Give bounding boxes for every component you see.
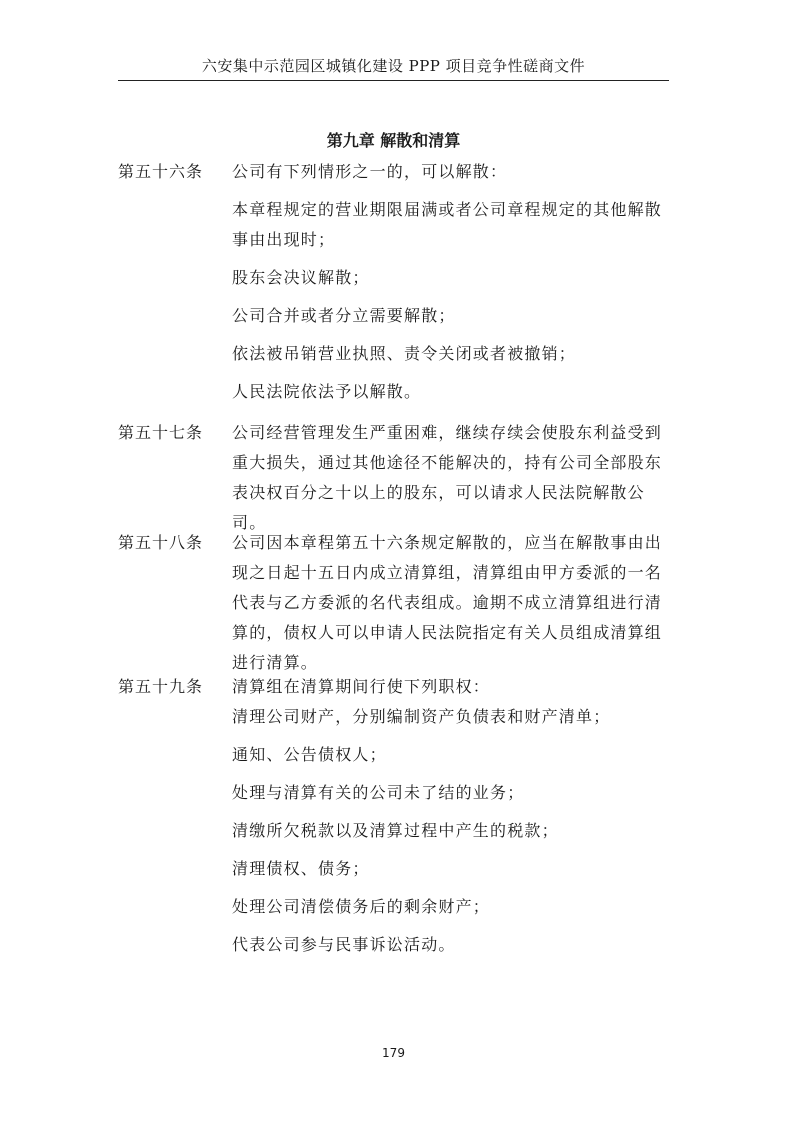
article-paragraph: 股东会决议解散；: [232, 268, 370, 287]
header-rule: [118, 80, 669, 81]
article-paragraph: 公司因本章程第五十六条规定解散的，应当在解散事由出现之日起十五日内成立清算组，清算组由甲方委派的一名代表与乙方委派的名代表组成。逾期不成立清算组进行清算的，债权人可以申请人民法院指定有关人员组成清算组进行清算。: [232, 533, 663, 672]
article-paragraph: 清理债权、债务；: [232, 859, 370, 878]
chapter-title: 第九章 解散和清算: [326, 131, 461, 150]
article-body: [232, 672, 676, 960]
article-label: 第五十七条: [118, 423, 204, 442]
article-label: 第五十六条: [118, 162, 204, 181]
article-paragraph: 本章程规定的营业期限届满或者公司章程规定的其他解散事由出现时；: [232, 200, 663, 249]
article-body: [232, 157, 676, 407]
article-paragraph: 清缴所欠税款以及清算过程中产生的税款；: [232, 821, 559, 840]
article-paragraph: 通知、公告债权人；: [232, 745, 387, 764]
article-paragraph: 公司合并或者分立需要解散；: [232, 306, 456, 325]
article-paragraph: 公司有下列情形之一的，可以解散：: [232, 162, 508, 181]
article-paragraph: 公司经营管理发生严重困难，继续存续会使股东利益受到重大损失，通过其他途径不能解决的，持有公司全部股东表决权百分之十以上的股东，可以请求人民法院解散公司。: [232, 423, 663, 532]
article-paragraph: 代表公司参与民事诉讼活动。: [232, 935, 456, 954]
article-label: 第五十九条: [118, 677, 204, 696]
article-paragraph: 人民法院依法予以解散。: [232, 382, 422, 401]
article-body: [232, 418, 676, 538]
article-paragraph: 清理公司财产，分别编制资产负债表和财产清单；: [232, 707, 611, 726]
article-body: [232, 528, 676, 678]
article-label: 第五十八条: [118, 533, 204, 552]
article-paragraph: 清算组在清算期间行使下列职权：: [232, 677, 491, 696]
page-header: 六安集中示范园区城镇化建设 PPP 项目竞争性磋商文件: [201, 57, 586, 75]
article-paragraph: 处理与清算有关的公司未了结的业务；: [232, 783, 525, 802]
page-number: 179: [382, 1046, 405, 1060]
article-paragraph: 处理公司清偿债务后的剩余财产；: [232, 897, 491, 916]
article-paragraph: 依法被吊销营业执照、责令关闭或者被撤销；: [232, 344, 577, 363]
